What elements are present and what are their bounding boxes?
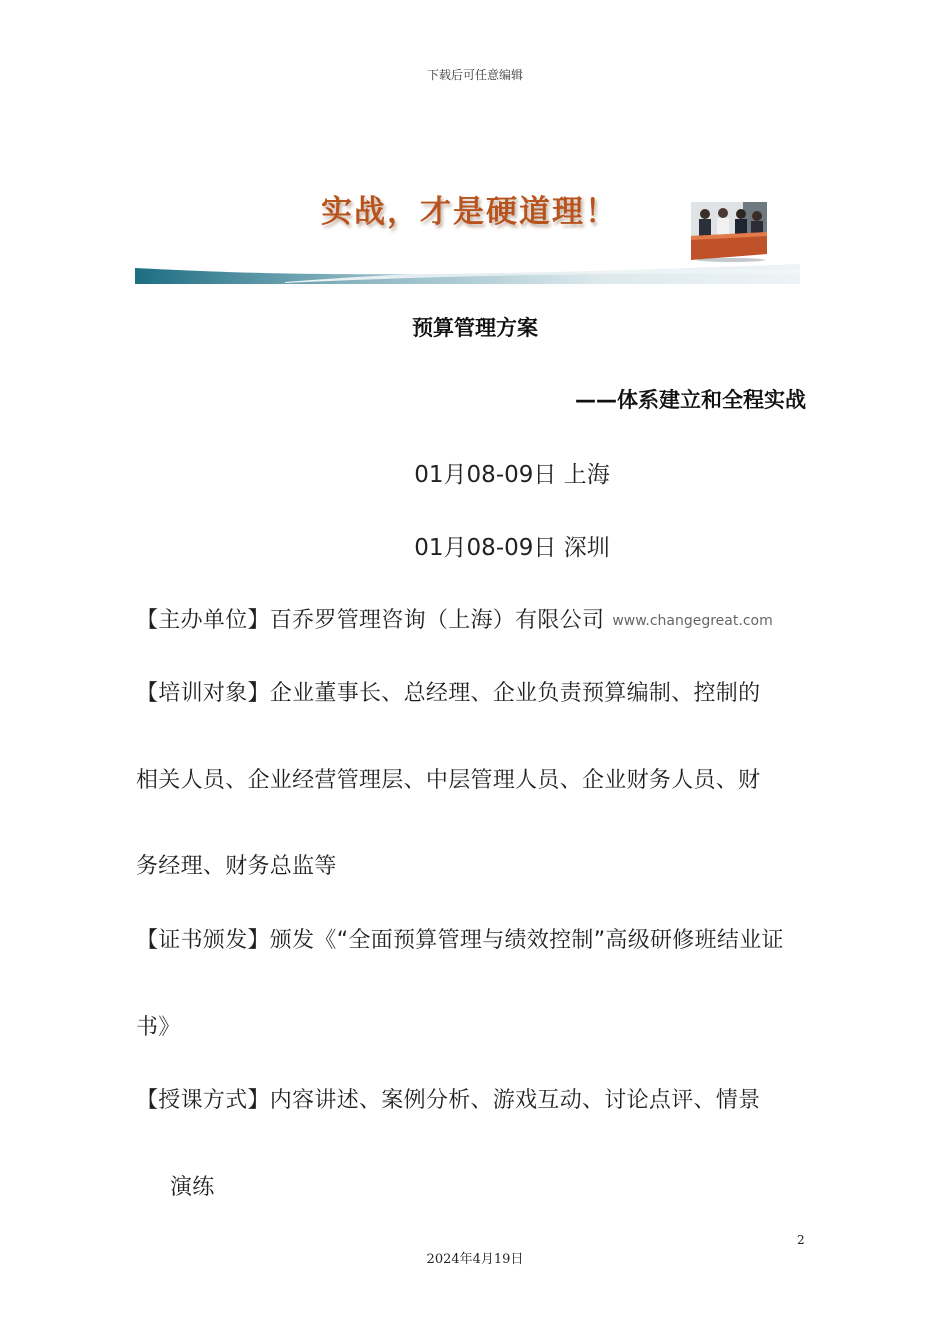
footer-date: 2024年4月19日: [426, 1252, 524, 1267]
organizer-line: [136, 603, 773, 634]
meeting-photo-icon: [691, 202, 767, 262]
document-subtitle: ——体系建立和全程实战: [575, 388, 806, 412]
organizer-text: 【主办单位】百乔罗管理咨询（上海）有限公司: [136, 608, 605, 633]
banner-slogan: 实战，才是硬道理！: [321, 194, 618, 230]
audience-line-3: 务经理、财务总监等: [136, 854, 337, 879]
document-title: 预算管理方案: [412, 316, 538, 340]
session-shenzhen: 01月08-09日 深圳: [414, 535, 610, 561]
page-number: 2: [797, 1233, 805, 1247]
session-shanghai: 01月08-09日 上海: [414, 462, 610, 488]
method-line-1: 【授课方式】内容讲述、案例分析、游戏互动、讨论点评、情景: [136, 1088, 761, 1113]
certificate-line-2: 书》: [136, 1015, 181, 1040]
banner: [135, 170, 800, 286]
header-note: 下载后可任意编辑: [426, 68, 523, 82]
audience-line-1: 【培训对象】企业董事长、总经理、企业负责预算编制、控制的: [136, 681, 761, 706]
audience-line-2: 相关人员、企业经营管理层、中层管理人员、企业财务人员、财: [136, 768, 761, 793]
certificate-line-1: 【证书颁发】颁发《“全面预算管理与绩效控制”高级研修班结业证: [136, 928, 784, 953]
organizer-website: www.changegreat.com: [612, 613, 773, 629]
method-line-2: 演练: [170, 1175, 215, 1200]
